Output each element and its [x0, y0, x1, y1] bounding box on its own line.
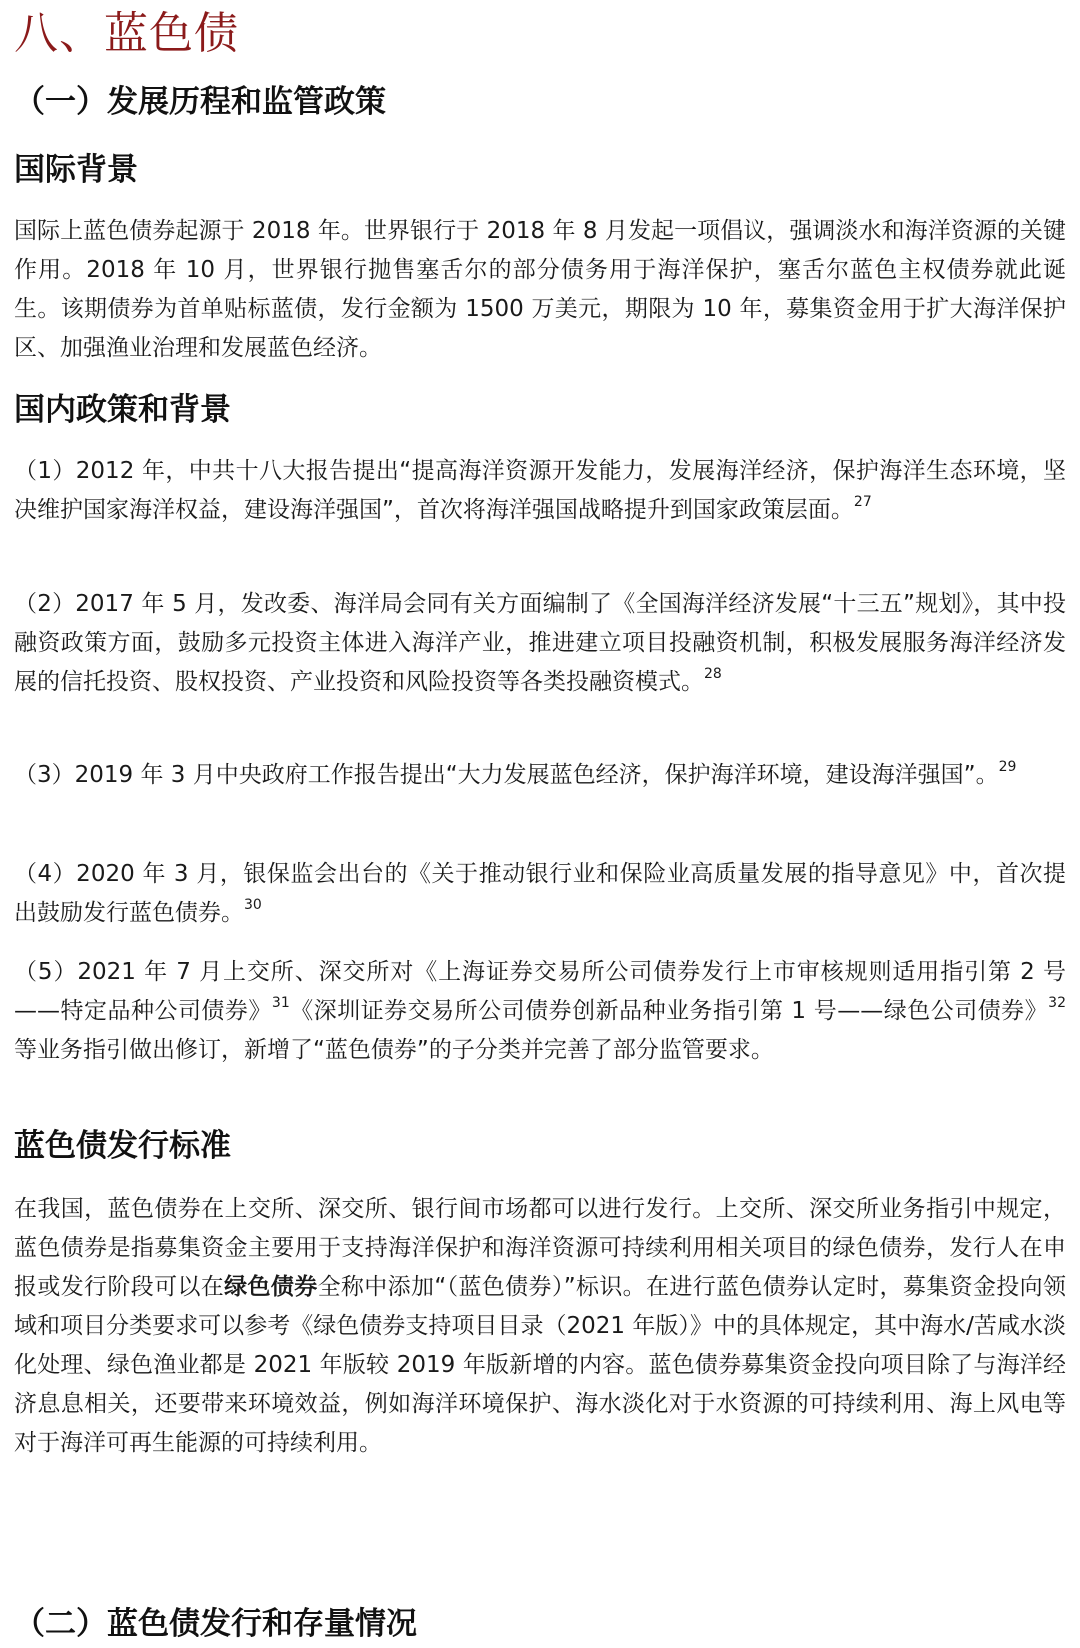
section-title-development: （一）发展历程和监管政策 [14, 84, 386, 120]
policy-item-1 [14, 452, 1066, 530]
policy-item-5 [14, 953, 1066, 1070]
heading-international-background: 国际背景 [14, 152, 138, 188]
issuance-standard-text-b: 全称中添加“（蓝色债券）”标识。在进行蓝色债券认定时，募集资金投向领域和项目分类要求可以参考《绿色债券支持项目目录（2021 年版）》中的具体规定，其中海水/苦咸水淡化处理、绿色渔业都是 2021 年版较 2019 年版新增的内容。蓝色债券募集资金投向项目除了与海洋经济息息相关，还要带来环境效益，例如海洋环境保护、海水淡化对于水资源的可持续利用、海上风电等对于海洋可再生能源的可持续利用。 [14, 1274, 1066, 1456]
policy-item-2-text: （2）2017 年 5 月，发改委、海洋局会同有关方面编制了《全国海洋经济发展“十三五”规划》，其中投融资政策方面，鼓励多元投资主体进入海洋产业，推进建立项目投融资机制，积极发展服务海洋经济发展的信托投资、股权投资、产业投资和风险投资等各类投融资模式。 [14, 591, 1066, 695]
policy-item-5-text-a: （5）2021 年 7 月上交所、深交所对《上海证券交易所公司债券发行上市审核规则适用指引第 2 号——特定品种公司债券》 [14, 959, 1066, 1024]
footnote-ref-30: 30 [244, 897, 262, 914]
policy-item-4-text: （4）2020 年 3 月，银保监会出台的《关于推动银行业和保险业高质量发展的指导意见》中，首次提出鼓励发行蓝色债券。 [14, 861, 1066, 926]
chapter-title: 八、蓝色债 [14, 8, 239, 59]
footnote-ref-28: 28 [704, 666, 722, 683]
heading-domestic-policy: 国内政策和背景 [14, 392, 231, 428]
policy-item-5-text-b: 《深圳证券交易所公司债券创新品种业务指引第 1 号——绿色公司债券》 [289, 998, 1049, 1024]
issuance-standard-text-a: 在我国，蓝色债券在上交所、深交所、银行间市场都可以进行发行。上交所、深交所业务指引中规定，蓝色债券是指募集资金主要用于支持海洋保护和海洋资源可持续利用相关项目的绿色债券，发行人在申报或发行阶段可以在 [14, 1196, 1066, 1300]
footnote-ref-32: 32 [1048, 995, 1066, 1012]
policy-item-3-text: （3）2019 年 3 月中央政府工作报告提出“大力发展蓝色经济，保护海洋环境，建设海洋强国”。 [14, 762, 999, 788]
policy-item-3 [14, 756, 1066, 795]
heading-issuance-standard: 蓝色债发行标准 [14, 1128, 231, 1164]
footnote-ref-27: 27 [853, 494, 872, 511]
paragraph-international-background: 国际上蓝色债券起源于 2018 年。世界银行于 2018 年 8 月发起一项倡议，强调淡水和海洋资源的关键作用。2018 年 10 月，世界银行抛售塞舌尔的部分债务用于海洋保护，塞舌尔蓝色主权债券就此诞生。该期债券为首单贴标蓝债，发行金额为 1500 万美元，期限为 10 年，募集资金用于扩大海洋保护区、加强渔业治理和发展蓝色经济。 [14, 218, 1066, 361]
policy-item-2 [14, 585, 1066, 702]
issuance-standard-bold-term: 绿色债券 [224, 1274, 318, 1300]
policy-item-5-text-c: 等业务指引做出修订，新增了“蓝色债券”的子分类并完善了部分监管要求。 [14, 1037, 774, 1063]
footnote-ref-31: 31 [271, 995, 290, 1012]
policy-item-1-text: （1）2012 年，中共十八大报告提出“提高海洋资源开发能力，发展海洋经济，保护海洋生态环境，坚决维护国家海洋权益，建设海洋强国”，首次将海洋强国战略提升到国家政策层面。 [14, 458, 1066, 523]
policy-item-4 [14, 855, 1066, 933]
section-title-issuance-stock: （二）蓝色债发行和存量情况 [14, 1606, 417, 1642]
paragraph-issuance-standard [14, 1190, 1066, 1463]
footnote-ref-29: 29 [998, 759, 1017, 776]
